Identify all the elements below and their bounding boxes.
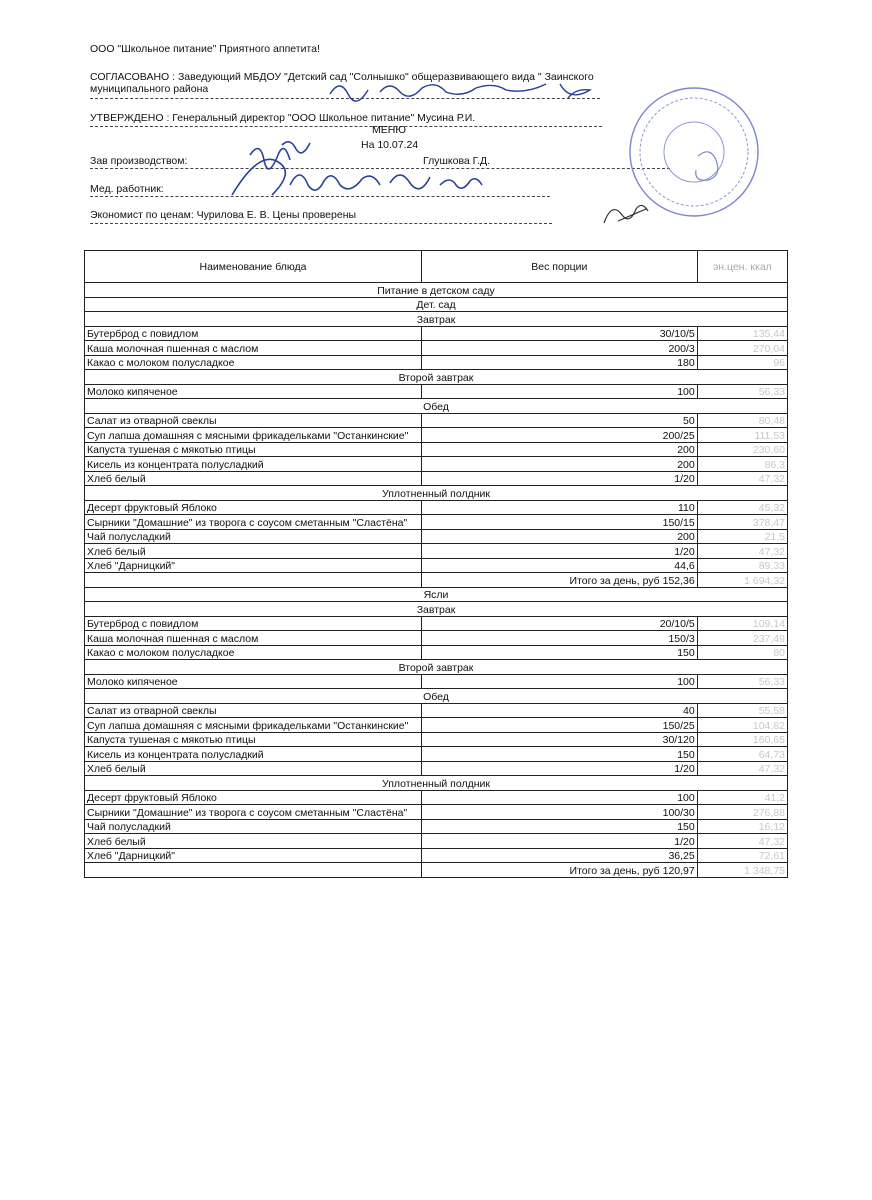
dish-name-cell [85, 573, 422, 588]
approved-dotted-line [90, 126, 602, 127]
production-name: Глушкова Г.Д. [423, 155, 491, 167]
section-row [85, 370, 788, 385]
table-row [85, 703, 788, 718]
kcal-cell: 86,3 [697, 457, 787, 472]
menu-table-body [85, 251, 788, 878]
table-row [85, 616, 788, 631]
dish-name-cell: Сырники "Домашние" из творога с соусом сметанным "Сластёна" [85, 515, 422, 530]
kcal-cell: 80 [697, 645, 787, 660]
dish-name-cell: Суп лапша домашняя с мясными фрикадельками "Останкинские" [85, 718, 422, 733]
dish-name-cell: Салат из отварной свеклы [85, 413, 422, 428]
weight-cell: 150 [421, 747, 697, 762]
weight-cell: 20/10/5 [421, 616, 697, 631]
weight-cell: 40 [421, 703, 697, 718]
section-label: Уплотненный полдник [85, 486, 788, 501]
kcal-cell: 21,5 [697, 529, 787, 544]
table-row [85, 645, 788, 660]
weight-cell: 100/30 [421, 805, 697, 820]
dish-name-cell: Кисель из концентрата полусладкий [85, 747, 422, 762]
dish-name-cell: Десерт фруктовый Яблоко [85, 790, 422, 805]
dish-name-cell: Десерт фруктовый Яблоко [85, 500, 422, 515]
section-label: Завтрак [85, 312, 788, 327]
table-row [85, 500, 788, 515]
dish-name-cell: Салат из отварной свеклы [85, 703, 422, 718]
dish-name-cell: Какао с молоком полусладкое [85, 355, 422, 370]
section-label: Обед [85, 399, 788, 414]
dish-name-cell: Хлеб белый [85, 761, 422, 776]
weight-cell: 150 [421, 645, 697, 660]
dish-name-cell: Бутерброд с повидлом [85, 326, 422, 341]
menu-table [84, 250, 788, 878]
signature-agreed [320, 74, 610, 104]
table-row [85, 326, 788, 341]
table-row [85, 544, 788, 559]
table-row [85, 442, 788, 457]
dish-name-cell: Хлеб белый [85, 544, 422, 559]
dish-name-cell: Молоко кипяченое [85, 384, 422, 399]
weight-cell: 200 [421, 442, 697, 457]
economist-line: Экономист по ценам: Чурилова Е. В. Цены проверены [90, 209, 357, 221]
menu-date: На 10.07.24 [361, 139, 419, 151]
dish-name-cell: Чай полусладкий [85, 819, 422, 834]
table-row [85, 384, 788, 399]
table-row [85, 631, 788, 646]
weight-cell: 200 [421, 457, 697, 472]
total-row [85, 573, 788, 588]
kcal-cell: 45,32 [697, 500, 787, 515]
weight-cell: 180 [421, 355, 697, 370]
dish-name-cell: Капуста тушеная с мякотью птицы [85, 732, 422, 747]
section-label: Уплотненный полдник [85, 776, 788, 791]
weight-cell: 150/25 [421, 718, 697, 733]
section-label: Дет. сад [85, 297, 788, 312]
agreed-line-1: СОГЛАСОВАНО : Заведующий МБДОУ "Детский сад "Солнышко" общеразвивающего вида " Заинского [90, 71, 594, 83]
table-row [85, 805, 788, 820]
dish-name-cell: Каша молочная пшенная с маслом [85, 631, 422, 646]
dish-name-cell: Сырники "Домашние" из творога с соусом сметанным "Сластёна" [85, 805, 422, 820]
kcal-cell: 378,47 [697, 515, 787, 530]
kcal-cell: 89,33 [697, 558, 787, 573]
dish-name-cell: Бутерброд с повидлом [85, 616, 422, 631]
weight-cell: 100 [421, 674, 697, 689]
dish-name-cell: Каша молочная пшенная с маслом [85, 341, 422, 356]
weight-cell: 100 [421, 790, 697, 805]
weight-cell: 200/25 [421, 428, 697, 443]
total-label-cell: Итого за день, руб 120,97 [421, 863, 697, 878]
kcal-cell: 56,33 [697, 674, 787, 689]
table-row [85, 747, 788, 762]
kcal-cell: 276,88 [697, 805, 787, 820]
kcal-cell: 47,32 [697, 761, 787, 776]
kcal-cell: 104,82 [697, 718, 787, 733]
table-row [85, 471, 788, 486]
kcal-cell: 56,33 [697, 384, 787, 399]
kcal-cell: 160,65 [697, 732, 787, 747]
dish-name-cell: Кисель из концентрата полусладкий [85, 457, 422, 472]
kcal-cell: 64,73 [697, 747, 787, 762]
weight-cell: 36,25 [421, 848, 697, 863]
kcal-cell: 96 [697, 355, 787, 370]
total-label-cell: Итого за день, руб 152,36 [421, 573, 697, 588]
company-name: ООО "Школьное питание" Приятного аппетита! [90, 43, 320, 55]
kcal-cell: 109,14 [697, 616, 787, 631]
production-label: Зав производством: [90, 155, 188, 167]
table-row [85, 341, 788, 356]
section-label: Ясли [85, 587, 788, 602]
dish-name-cell [85, 863, 422, 878]
kcal-cell: 55,58 [697, 703, 787, 718]
dish-name-cell: Хлеб "Дарницкий" [85, 848, 422, 863]
table-row [85, 848, 788, 863]
section-row [85, 399, 788, 414]
kcal-cell: 237,49 [697, 631, 787, 646]
table-row [85, 428, 788, 443]
weight-cell: 1/20 [421, 544, 697, 559]
section-label: Питание в детском саду [85, 283, 788, 298]
section-row [85, 660, 788, 675]
section-row [85, 587, 788, 602]
weight-cell: 200 [421, 529, 697, 544]
section-row [85, 486, 788, 501]
dish-name-cell: Хлеб "Дарницкий" [85, 558, 422, 573]
weight-cell: 50 [421, 413, 697, 428]
table-row [85, 457, 788, 472]
table-row [85, 732, 788, 747]
kcal-cell: 111,53 [697, 428, 787, 443]
dish-name-cell: Хлеб белый [85, 834, 422, 849]
section-row [85, 689, 788, 704]
kcal-cell: 16,12 [697, 819, 787, 834]
table-header-row [85, 251, 788, 283]
column-header-weight: Вес порции [421, 251, 697, 283]
dish-name-cell: Чай полусладкий [85, 529, 422, 544]
kcal-cell: 1 348,75 [697, 863, 787, 878]
kcal-cell: 1 694,32 [697, 573, 787, 588]
kcal-cell: 47,32 [697, 471, 787, 486]
signature-production-medic [210, 135, 510, 205]
column-header-dish: Наименование блюда [85, 251, 422, 283]
dish-name-cell: Хлеб белый [85, 471, 422, 486]
weight-cell: 44,6 [421, 558, 697, 573]
total-row [85, 863, 788, 878]
section-label: Обед [85, 689, 788, 704]
weight-cell: 1/20 [421, 471, 697, 486]
organization-stamp [612, 82, 774, 222]
kcal-cell: 41,2 [697, 790, 787, 805]
column-header-kcal: эн.цен. ккал [697, 251, 787, 283]
weight-cell: 30/10/5 [421, 326, 697, 341]
economist-dotted-line [90, 223, 552, 224]
section-label: Второй завтрак [85, 370, 788, 385]
table-row [85, 355, 788, 370]
table-row [85, 529, 788, 544]
kcal-cell: 230,60 [697, 442, 787, 457]
table-row [85, 834, 788, 849]
weight-cell: 30/120 [421, 732, 697, 747]
weight-cell: 200/3 [421, 341, 697, 356]
table-row [85, 761, 788, 776]
weight-cell: 1/20 [421, 761, 697, 776]
weight-cell: 150/3 [421, 631, 697, 646]
kcal-cell: 72,61 [697, 848, 787, 863]
weight-cell: 110 [421, 500, 697, 515]
section-row [85, 776, 788, 791]
table-row [85, 790, 788, 805]
kcal-cell: 80,48 [697, 413, 787, 428]
menu-title: МЕНЮ [372, 124, 406, 136]
table-row [85, 558, 788, 573]
kcal-cell: 135,44 [697, 326, 787, 341]
medic-label: Мед. работник: [90, 183, 164, 195]
weight-cell: 1/20 [421, 834, 697, 849]
kcal-cell: 47,32 [697, 834, 787, 849]
section-row [85, 602, 788, 617]
dish-name-cell: Капуста тушеная с мякотью птицы [85, 442, 422, 457]
table-row [85, 819, 788, 834]
dish-name-cell: Суп лапша домашняя с мясными фрикадельками "Останкинские" [85, 428, 422, 443]
table-row [85, 515, 788, 530]
section-row [85, 283, 788, 298]
section-row [85, 312, 788, 327]
weight-cell: 150 [421, 819, 697, 834]
kcal-cell: 47,32 [697, 544, 787, 559]
approved-line: УТВЕРЖДЕНО : Генеральный директор "ООО Школьное питание" Мусина Р.И. [90, 112, 476, 124]
section-row [85, 297, 788, 312]
section-label: Второй завтрак [85, 660, 788, 675]
dish-name-cell: Молоко кипяченое [85, 674, 422, 689]
kcal-cell: 270,04 [697, 341, 787, 356]
table-row [85, 674, 788, 689]
agreed-line-2: муниципального района [90, 83, 209, 95]
section-label: Завтрак [85, 602, 788, 617]
dish-name-cell: Какао с молоком полусладкое [85, 645, 422, 660]
table-row [85, 718, 788, 733]
weight-cell: 150/15 [421, 515, 697, 530]
weight-cell: 100 [421, 384, 697, 399]
table-row [85, 413, 788, 428]
